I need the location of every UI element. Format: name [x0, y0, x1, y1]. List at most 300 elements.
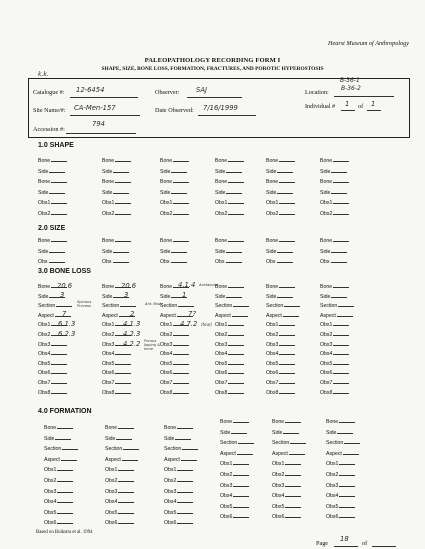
field-obs8-col2[interactable]: [102, 389, 131, 396]
entry-line[interactable]: [118, 519, 134, 524]
field-side-col5[interactable]: [266, 189, 293, 196]
field-side-col6[interactable]: [320, 189, 347, 196]
field-obs7-col6[interactable]: [320, 379, 349, 386]
field-obs6-col4[interactable]: [220, 513, 249, 520]
bl-c2-obs3-value[interactable]: 4.2.2: [123, 340, 141, 348]
field-obs2-col3[interactable]: [164, 477, 193, 484]
field-obs5-col2[interactable]: [102, 360, 131, 367]
entry-line[interactable]: [279, 379, 295, 384]
field-side-col1[interactable]: [38, 168, 65, 175]
bl-c3-bone-value[interactable]: 4.1.4: [178, 281, 196, 289]
field-bone-col3[interactable]: [164, 424, 193, 431]
entry-line[interactable]: [228, 331, 244, 336]
entry-line[interactable]: [333, 389, 349, 394]
field-obs1-col5[interactable]: [266, 321, 295, 328]
entry-line[interactable]: [331, 248, 347, 253]
entry-line[interactable]: [277, 189, 293, 194]
entry-line[interactable]: [228, 178, 244, 183]
entry-line[interactable]: [279, 283, 295, 288]
field-bone-col4[interactable]: [215, 237, 244, 244]
field-bone-col4[interactable]: [220, 418, 249, 425]
entry-line[interactable]: [237, 450, 253, 455]
field-obs3-col4[interactable]: [215, 341, 244, 348]
field-bone-col2[interactable]: [105, 424, 134, 431]
field-obs7-col2[interactable]: [102, 379, 131, 386]
entry-line[interactable]: [173, 389, 189, 394]
entry-line[interactable]: [338, 302, 354, 307]
field-obs1-col6[interactable]: [320, 321, 349, 328]
bl-c3-side-value[interactable]: 1: [182, 291, 187, 299]
field-side-col5[interactable]: [272, 429, 299, 436]
field-side-col5[interactable]: [266, 293, 293, 300]
entry-line[interactable]: [285, 513, 301, 518]
location-value-1[interactable]: B-36-1: [340, 77, 360, 84]
bl-c2-bone-value[interactable]: 20.6: [121, 282, 137, 290]
entry-line[interactable]: [57, 477, 73, 482]
entry-line[interactable]: [173, 157, 189, 162]
entry-line[interactable]: [118, 509, 134, 514]
field-obs1-col5[interactable]: [266, 199, 295, 206]
field-obs4-col1[interactable]: [44, 498, 73, 505]
field-section-col3[interactable]: [164, 445, 198, 452]
entry-line[interactable]: [116, 435, 132, 440]
field-obs5-col6[interactable]: [326, 503, 355, 510]
field-section-col3[interactable]: [160, 302, 194, 309]
entry-line[interactable]: [228, 369, 244, 374]
field-obs2-col5[interactable]: [266, 331, 295, 338]
field-obs5-col5[interactable]: [272, 503, 301, 510]
entry-line[interactable]: [118, 488, 134, 493]
entry-line[interactable]: [57, 488, 73, 493]
entry-line[interactable]: [279, 321, 295, 326]
entry-line[interactable]: [231, 429, 247, 434]
field-section-col5[interactable]: [272, 439, 306, 446]
field-bone-col1[interactable]: [38, 178, 67, 185]
field-obs5-col4[interactable]: [220, 503, 249, 510]
field-obs3-col1[interactable]: [44, 488, 73, 495]
entry-line[interactable]: [61, 456, 77, 461]
entry-line[interactable]: [233, 460, 249, 465]
individual-total[interactable]: 1: [371, 100, 376, 108]
field-obs-col4[interactable]: [215, 258, 242, 265]
bl-c3-obs1-value[interactable]: 4.7.2: [180, 320, 198, 328]
field-obs6-col1[interactable]: [38, 369, 67, 376]
field-side-col4[interactable]: [215, 293, 242, 300]
entry-line[interactable]: [115, 360, 131, 365]
entry-line[interactable]: [113, 189, 129, 194]
entry-line[interactable]: [51, 237, 67, 242]
entry-line[interactable]: [333, 237, 349, 242]
entry-line[interactable]: [339, 418, 355, 423]
entry-line[interactable]: [173, 379, 189, 384]
field-obs5-col3[interactable]: [164, 509, 193, 516]
field-side-col6[interactable]: [320, 168, 347, 175]
field-side-col3[interactable]: [160, 168, 187, 175]
entry-line[interactable]: [285, 482, 301, 487]
field-bone-col2[interactable]: [102, 237, 131, 244]
field-obs7-col3[interactable]: [160, 379, 189, 386]
field-obs1-col2[interactable]: [102, 199, 131, 206]
field-obs1-col1[interactable]: [38, 199, 67, 206]
field-obs1-col6[interactable]: [320, 199, 349, 206]
entry-line[interactable]: [115, 369, 131, 374]
field-bone-col5[interactable]: [266, 157, 295, 164]
entry-line[interactable]: [333, 178, 349, 183]
page-value[interactable]: 18: [340, 535, 349, 543]
field-section-col5[interactable]: [266, 302, 300, 309]
field-aspect-col3[interactable]: [164, 456, 197, 463]
entry-line[interactable]: [339, 460, 355, 465]
field-obs6-col6[interactable]: [326, 513, 355, 520]
field-obs5-col6[interactable]: [320, 360, 349, 367]
entry-line[interactable]: [120, 302, 136, 307]
entry-line[interactable]: [228, 379, 244, 384]
field-obs2-col5[interactable]: [272, 471, 301, 478]
entry-line[interactable]: [57, 509, 73, 514]
bl-c2-aspect-value[interactable]: 2: [130, 310, 135, 318]
field-bone-col5[interactable]: [272, 418, 301, 425]
entry-line[interactable]: [279, 350, 295, 355]
field-obs3-col2[interactable]: [105, 488, 134, 495]
entry-line[interactable]: [279, 369, 295, 374]
field-bone-col6[interactable]: [320, 283, 349, 290]
entry-line[interactable]: [228, 360, 244, 365]
bl-c1-aspect-value[interactable]: 7: [62, 310, 67, 318]
field-aspect-col4[interactable]: [215, 312, 248, 319]
field-obs2-col1[interactable]: [44, 477, 73, 484]
entry-line[interactable]: [238, 439, 254, 444]
field-obs-col1[interactable]: [38, 258, 65, 265]
field-side-col4[interactable]: [215, 248, 242, 255]
field-obs4-col6[interactable]: [320, 350, 349, 357]
field-side-col6[interactable]: [326, 429, 353, 436]
entry-line[interactable]: [171, 258, 187, 263]
entry-line[interactable]: [283, 312, 299, 317]
entry-line[interactable]: [233, 482, 249, 487]
field-obs6-col1[interactable]: [44, 519, 73, 526]
field-section-col1[interactable]: [38, 302, 72, 309]
entry-line[interactable]: [182, 445, 198, 450]
field-obs4-col1[interactable]: [38, 350, 67, 357]
entry-line[interactable]: [343, 450, 359, 455]
entry-line[interactable]: [51, 369, 67, 374]
field-obs6-col3[interactable]: [164, 519, 193, 526]
entry-line[interactable]: [333, 283, 349, 288]
field-bone-col5[interactable]: [266, 237, 295, 244]
entry-line[interactable]: [339, 471, 355, 476]
bl-c1-obs1-value[interactable]: 6.1.3: [58, 320, 76, 328]
field-bone-col6[interactable]: [326, 418, 355, 425]
field-bone-col1[interactable]: [44, 424, 73, 431]
entry-line[interactable]: [228, 283, 244, 288]
field-bone-col6[interactable]: [320, 237, 349, 244]
field-obs4-col2[interactable]: [105, 498, 134, 505]
entry-line[interactable]: [51, 157, 67, 162]
field-obs2-col1[interactable]: [38, 210, 67, 217]
entry-line[interactable]: [333, 157, 349, 162]
entry-line[interactable]: [51, 210, 67, 215]
field-obs1-col1[interactable]: [44, 466, 73, 473]
field-section-col4[interactable]: [220, 439, 254, 446]
field-obs5-col1[interactable]: [38, 360, 67, 367]
entry-line[interactable]: [233, 503, 249, 508]
entry-line[interactable]: [333, 360, 349, 365]
entry-line[interactable]: [232, 312, 248, 317]
field-obs6-col5[interactable]: [272, 513, 301, 520]
entry-line[interactable]: [113, 168, 129, 173]
entry-line[interactable]: [177, 424, 193, 429]
entry-line[interactable]: [118, 424, 134, 429]
field-obs2-col5[interactable]: [266, 210, 295, 217]
entry-line[interactable]: [55, 435, 71, 440]
entry-line[interactable]: [115, 389, 131, 394]
field-obs4-col3[interactable]: [160, 350, 189, 357]
entry-line[interactable]: [57, 519, 73, 524]
entry-line[interactable]: [233, 471, 249, 476]
field-side-col3[interactable]: [160, 189, 187, 196]
field-obs6-col5[interactable]: [266, 369, 295, 376]
field-obs2-col3[interactable]: [160, 210, 189, 217]
entry-line[interactable]: [228, 199, 244, 204]
entry-line[interactable]: [279, 331, 295, 336]
entry-line[interactable]: [279, 360, 295, 365]
entry-line[interactable]: [118, 498, 134, 503]
entry-line[interactable]: [113, 248, 129, 253]
entry-line[interactable]: [118, 466, 134, 471]
entry-line[interactable]: [173, 210, 189, 215]
entry-line[interactable]: [290, 439, 306, 444]
field-obs3-col6[interactable]: [320, 341, 349, 348]
bl-c1-side-value[interactable]: 3: [60, 291, 65, 299]
entry-line[interactable]: [51, 379, 67, 384]
entry-line[interactable]: [115, 379, 131, 384]
field-obs4-col6[interactable]: [326, 492, 355, 499]
entry-line[interactable]: [279, 210, 295, 215]
field-obs7-col1[interactable]: [38, 379, 67, 386]
entry-line[interactable]: [228, 341, 244, 346]
field-obs6-col4[interactable]: [215, 369, 244, 376]
field-obs6-col6[interactable]: [320, 369, 349, 376]
bl-c2-side-value[interactable]: 3: [124, 291, 129, 299]
entry-line[interactable]: [284, 302, 300, 307]
entry-line[interactable]: [177, 509, 193, 514]
field-side-col2[interactable]: [102, 189, 129, 196]
field-side-col2[interactable]: [102, 248, 129, 255]
field-side-col3[interactable]: [160, 248, 187, 255]
bl-c1-bone-value[interactable]: 20.6: [57, 282, 73, 290]
field-side-col1[interactable]: [44, 435, 71, 442]
entry-line[interactable]: [51, 341, 67, 346]
entry-line[interactable]: [333, 350, 349, 355]
entry-line[interactable]: [233, 418, 249, 423]
entry-line[interactable]: [285, 503, 301, 508]
field-obs3-col4[interactable]: [220, 482, 249, 489]
field-obs4-col5[interactable]: [266, 350, 295, 357]
field-bone-col3[interactable]: [160, 157, 189, 164]
field-bone-col2[interactable]: [102, 157, 131, 164]
field-obs5-col5[interactable]: [266, 360, 295, 367]
entry-line[interactable]: [51, 360, 67, 365]
field-obs8-col6[interactable]: [320, 389, 349, 396]
entry-line[interactable]: [279, 237, 295, 242]
entry-line[interactable]: [51, 350, 67, 355]
entry-line[interactable]: [277, 293, 293, 298]
entry-line[interactable]: [115, 199, 131, 204]
entry-line[interactable]: [115, 350, 131, 355]
entry-line[interactable]: [113, 258, 129, 263]
entry-line[interactable]: [233, 492, 249, 497]
entry-line[interactable]: [285, 471, 301, 476]
field-obs6-col3[interactable]: [160, 369, 189, 376]
field-aspect-col5[interactable]: [272, 450, 305, 457]
individual-value[interactable]: 1: [345, 100, 350, 108]
entry-line[interactable]: [339, 503, 355, 508]
field-side-col4[interactable]: [215, 168, 242, 175]
entry-line[interactable]: [173, 341, 189, 346]
field-aspect-col6[interactable]: [326, 450, 359, 457]
site-value[interactable]: CA-Men-157: [74, 104, 116, 112]
bl-c3-aspect-value[interactable]: 7?: [188, 310, 196, 318]
entry-line[interactable]: [177, 466, 193, 471]
field-obs2-col3[interactable]: [160, 331, 189, 338]
field-obs2-col2[interactable]: [102, 210, 131, 217]
entry-line[interactable]: [226, 248, 242, 253]
field-side-col1[interactable]: [38, 189, 65, 196]
entry-line[interactable]: [233, 302, 249, 307]
entry-line[interactable]: [171, 248, 187, 253]
field-aspect-col2[interactable]: [105, 456, 138, 463]
entry-line[interactable]: [51, 389, 67, 394]
entry-line[interactable]: [57, 424, 73, 429]
entry-line[interactable]: [173, 331, 189, 336]
field-obs3-col3[interactable]: [160, 341, 189, 348]
field-aspect-col1[interactable]: [44, 456, 77, 463]
field-section-col6[interactable]: [326, 439, 360, 446]
entry-line[interactable]: [333, 379, 349, 384]
bl-c2-obs1-value[interactable]: 4.1.3: [123, 320, 141, 328]
entry-line[interactable]: [175, 435, 191, 440]
field-obs2-col6[interactable]: [320, 331, 349, 338]
entry-line[interactable]: [171, 168, 187, 173]
field-section-col1[interactable]: [44, 445, 78, 452]
entry-line[interactable]: [277, 248, 293, 253]
field-obs5-col3[interactable]: [160, 360, 189, 367]
entry-line[interactable]: [285, 492, 301, 497]
field-bone-col5[interactable]: [266, 283, 295, 290]
field-aspect-col6[interactable]: [320, 312, 353, 319]
entry-line[interactable]: [333, 331, 349, 336]
field-obs2-col4[interactable]: [215, 331, 244, 338]
entry-line[interactable]: [173, 350, 189, 355]
entry-line[interactable]: [115, 178, 131, 183]
entry-line[interactable]: [56, 302, 72, 307]
entry-line[interactable]: [226, 258, 242, 263]
entry-line[interactable]: [173, 178, 189, 183]
field-side-col6[interactable]: [320, 293, 347, 300]
entry-line[interactable]: [277, 168, 293, 173]
field-side-col5[interactable]: [266, 168, 293, 175]
entry-line[interactable]: [177, 519, 193, 524]
field-obs3-col5[interactable]: [266, 341, 295, 348]
entry-line[interactable]: [333, 369, 349, 374]
entry-line[interactable]: [333, 210, 349, 215]
field-obs3-col3[interactable]: [164, 488, 193, 495]
field-obs3-col1[interactable]: [38, 341, 67, 348]
entry-line[interactable]: [333, 199, 349, 204]
entry-line[interactable]: [171, 189, 187, 194]
entry-line[interactable]: [337, 312, 353, 317]
entry-line[interactable]: [178, 302, 194, 307]
entry-line[interactable]: [285, 418, 301, 423]
field-obs1-col3[interactable]: [164, 466, 193, 473]
field-side-col1[interactable]: [38, 248, 65, 255]
field-obs8-col3[interactable]: [160, 389, 189, 396]
field-obs2-col6[interactable]: [320, 210, 349, 217]
entry-line[interactable]: [283, 429, 299, 434]
entry-line[interactable]: [228, 157, 244, 162]
field-obs1-col4[interactable]: [215, 321, 244, 328]
entry-line[interactable]: [339, 482, 355, 487]
field-obs1-col4[interactable]: [220, 460, 249, 467]
entry-line[interactable]: [51, 199, 67, 204]
field-obs8-col4[interactable]: [215, 389, 244, 396]
field-bone-col1[interactable]: [38, 157, 67, 164]
field-obs6-col2[interactable]: [102, 369, 131, 376]
field-side-col3[interactable]: [164, 435, 191, 442]
entry-line[interactable]: [226, 293, 242, 298]
catalogue-value[interactable]: 12-6454: [76, 86, 105, 94]
field-obs2-col2[interactable]: [105, 477, 134, 484]
entry-line[interactable]: [333, 321, 349, 326]
field-obs8-col1[interactable]: [38, 389, 67, 396]
field-obs5-col1[interactable]: [44, 509, 73, 516]
field-bone-col2[interactable]: [102, 178, 131, 185]
entry-line[interactable]: [339, 492, 355, 497]
entry-line[interactable]: [331, 258, 347, 263]
field-obs4-col3[interactable]: [164, 498, 193, 505]
field-side-col4[interactable]: [215, 189, 242, 196]
field-side-col6[interactable]: [320, 248, 347, 255]
entry-line[interactable]: [177, 488, 193, 493]
field-bone-col6[interactable]: [320, 157, 349, 164]
entry-line[interactable]: [337, 429, 353, 434]
entry-line[interactable]: [277, 258, 293, 263]
field-obs2-col4[interactable]: [215, 210, 244, 217]
field-bone-col4[interactable]: [215, 157, 244, 164]
field-obs-col2[interactable]: [102, 258, 129, 265]
field-section-col6[interactable]: [320, 302, 354, 309]
entry-line[interactable]: [115, 237, 131, 242]
field-obs1-col5[interactable]: [272, 460, 301, 467]
entry-line[interactable]: [333, 341, 349, 346]
field-obs1-col6[interactable]: [326, 460, 355, 467]
entry-line[interactable]: [173, 369, 189, 374]
entry-line[interactable]: [177, 477, 193, 482]
entry-line[interactable]: [339, 513, 355, 518]
field-obs-col6[interactable]: [320, 258, 347, 265]
field-obs-col5[interactable]: [266, 258, 293, 265]
entry-line[interactable]: [226, 168, 242, 173]
entry-line[interactable]: [115, 210, 131, 215]
accession-value[interactable]: 794: [92, 120, 105, 128]
entry-line[interactable]: [289, 450, 305, 455]
entry-line[interactable]: [285, 460, 301, 465]
field-obs1-col4[interactable]: [215, 199, 244, 206]
entry-line[interactable]: [62, 445, 78, 450]
entry-line[interactable]: [122, 456, 138, 461]
field-obs-col3[interactable]: [160, 258, 187, 265]
entry-line[interactable]: [173, 199, 189, 204]
